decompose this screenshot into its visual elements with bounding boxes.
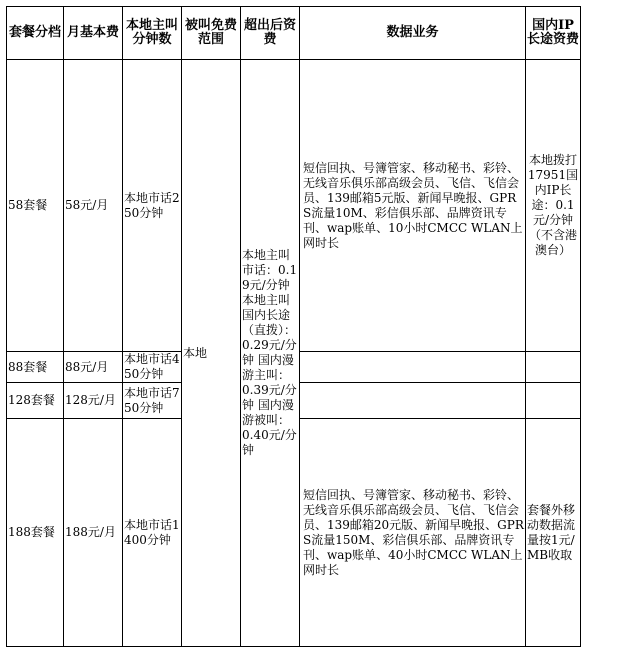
plan-minutes: 本地市话750分钟 (123, 383, 182, 419)
plan-minutes: 本地市话250分钟 (123, 60, 182, 352)
header-row (7, 7, 581, 60)
ip-fee-188: 套餐外移动数据流量按1元/MB收取 (526, 419, 581, 647)
ip-fee-58: 本地拨打17951国内IP长途：0.1元/分钟（不含港澳台） (526, 60, 581, 352)
data-service-188: 短信回执、号簿管家、移动秘书、彩铃、无线音乐俱乐部高级会员、飞信、飞信会员、139邮箱20元版、新闻早晚报、GPRS流量150M、彩信俱乐部、品牌资讯专刊、wap账单、40小时CMCC WLAN上网时长 (300, 419, 526, 647)
header-free-range: 被叫免费范围 (182, 7, 241, 60)
empty-cell (526, 383, 581, 419)
plan-name: 88套餐 (7, 352, 64, 383)
empty-cell (526, 352, 581, 383)
plan-minutes: 本地市话450分钟 (124, 352, 180, 381)
header-data-service: 数据业务 (300, 7, 526, 60)
free-range-cell: 本地 (182, 60, 241, 647)
table-row (7, 60, 581, 352)
header-overage: 超出后资费 (241, 7, 300, 60)
header-ip-fee: 国内IP长途资费 (526, 7, 581, 60)
header-plan: 套餐分档 (7, 7, 64, 60)
empty-cell (300, 352, 526, 383)
plan-name: 128套餐 (7, 383, 64, 419)
header-minutes: 本地主叫分钟数 (123, 7, 182, 60)
empty-cell (300, 383, 526, 419)
plan-fee: 58元/月 (64, 60, 123, 352)
plan-minutes: 本地市话1400分钟 (123, 419, 182, 647)
plan-fee: 188元/月 (64, 419, 123, 647)
header-monthly-fee: 月基本费 (64, 7, 123, 60)
overage-cell: 本地主叫市话：0.19元/分钟 本地主叫国内长途（直拨）：0.29元/分钟 国内漫游主叫：0.39元/分钟 国内漫游被叫：0.40元/分钟 (241, 60, 300, 647)
plan-fee: 88元/月 (64, 352, 123, 383)
plan-name: 188套餐 (7, 419, 64, 647)
plan-fee: 128元/月 (64, 383, 123, 419)
data-service-58: 短信回执、号簿管家、移动秘书、彩铃、无线音乐俱乐部高级会员、飞信、飞信会员、139邮箱5元版、新闻早晚报、GPRS流量10M、彩信俱乐部、品牌资讯专刊、wap账单、10小时CMCC WLAN上网时长 (300, 60, 526, 352)
plan-table (6, 6, 581, 647)
plan-name: 58套餐 (7, 60, 64, 352)
